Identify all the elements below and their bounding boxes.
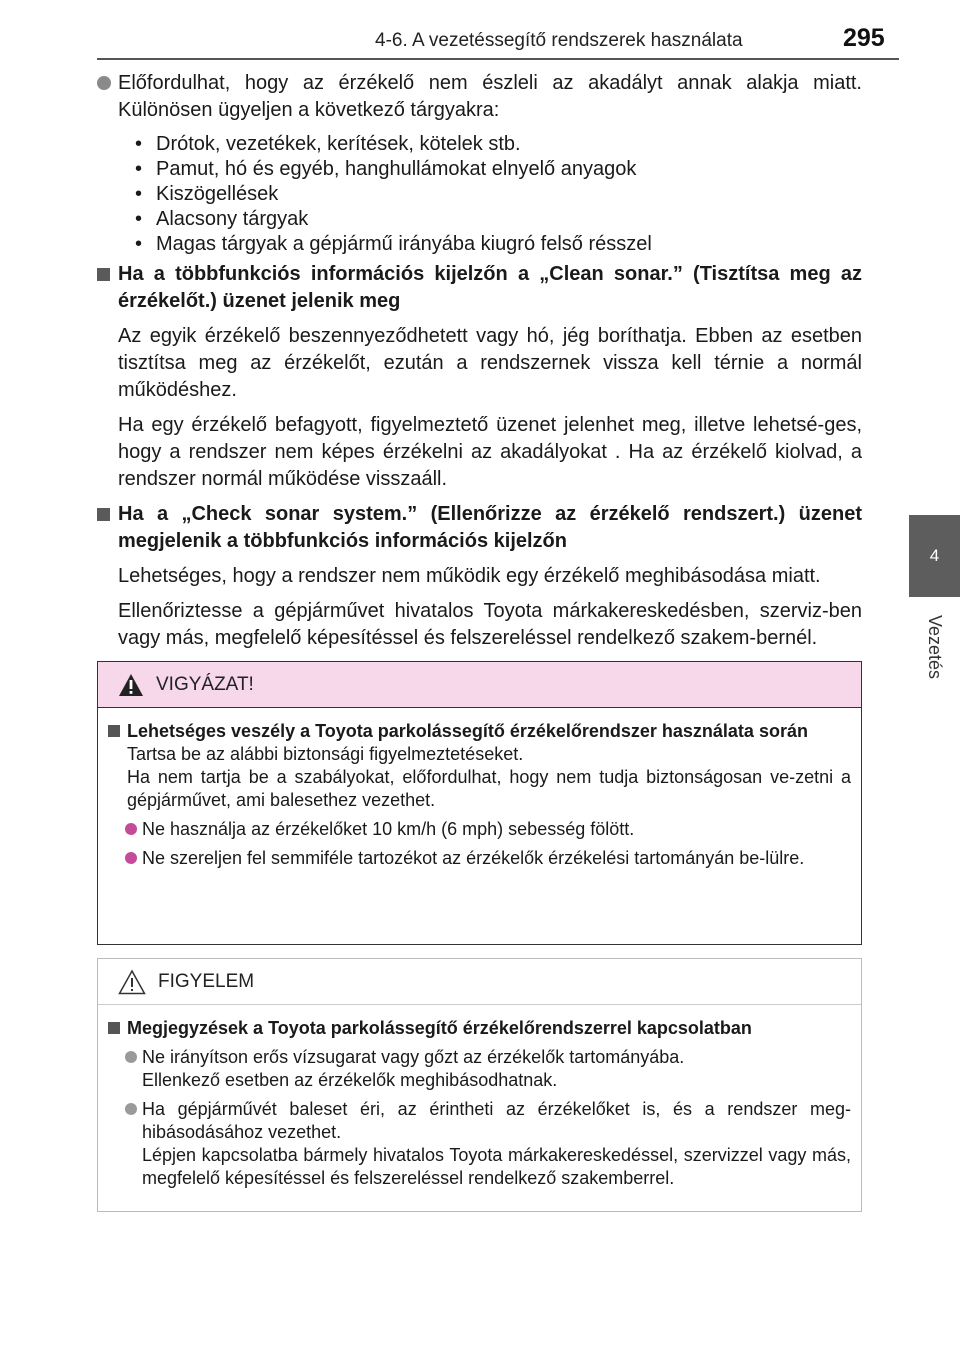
list-item: • Kiszögellések — [129, 182, 862, 207]
paragraph: Lehetséges, hogy a rendszer nem működik egy érzékelő meghibásodása miatt. — [118, 565, 821, 587]
notice-box — [97, 958, 862, 1212]
notice-bullet-text: Ellenkező esetben az érzékelők meghibásodhatnak. — [142, 1070, 558, 1090]
warning-outline-triangle-icon — [118, 969, 146, 995]
notice-section-heading — [108, 1017, 851, 1040]
list-item: • Pamut, hó és egyéb, hanghullámokat elnyelő anyagok — [129, 157, 862, 182]
notice-box-header — [98, 959, 861, 1005]
header-rule — [97, 58, 899, 60]
caution-section-heading-text: Lehetséges veszély a Toyota parkolássegítő érzékelőrendszer használata során — [127, 721, 808, 741]
caution-text: Tartsa be az alábbi biztonsági figyelmeztetéseket. — [127, 744, 524, 764]
caution-bullet — [108, 818, 851, 841]
list-item: • Magas tárgyak a gépjármű irányába kiugró felső résszel — [129, 232, 862, 257]
caution-box-title: VIGYÁZAT! — [156, 673, 254, 695]
chapter-tab[interactable] — [909, 515, 960, 597]
bullet-dot-icon — [97, 76, 111, 90]
notice-bullet-text: Ne irányítson erős vízsugarat vagy gőzt az érzékelők tartományába. — [142, 1047, 685, 1067]
chapter-side-label — [909, 607, 960, 687]
square-bullet-icon — [97, 508, 110, 521]
notice-box-body — [98, 1005, 861, 1190]
caution-bullet-text: Ne használja az érzékelőket 10 km/h (6 mph) sebesség fölött. — [142, 819, 635, 839]
paragraph: Ha egy érzékelő befagyott, figyelmeztető üzenet jelenhet meg, illetve lehetsé-ges, hogy a rendszer nem képes érzékelni az akadályokat . Ha az érzékelő kiolvad, a rendszer normál működése visszaáll. — [118, 414, 862, 490]
notice-bullet-text: Ha gépjárművét baleset éri, az érintheti az érzékelőket is, és a rendszer meg-hibásodásához vezethet. — [142, 1099, 851, 1142]
caution-section-heading — [108, 720, 851, 743]
square-bullet-icon — [97, 268, 110, 281]
bullet-dot-icon — [125, 823, 137, 835]
section-heading-text: Ha a „Check sonar system.” (Ellenőrizze az érzékelő rendszert.) üzenet megjelenik a többfunkciós információs kijelzőn — [118, 503, 862, 552]
main-content — [97, 66, 862, 652]
notice-bullet-text: Lépjen kapcsolatba bármely hivatalos Toyota márkakereskedéssel, szervizzel vagy más, megfelelő képesítéssel és felszereléssel rendelkező szakemberrel. — [142, 1145, 851, 1188]
bullet-dot-icon — [125, 852, 137, 864]
notice-box-title: FIGYELEM — [158, 970, 255, 992]
intro-bullet-text: Előfordulhat, hogy az érzékelő nem észleli az akadályt annak alakja miatt. Különösen ügyeljen a következő tárgyakra: — [118, 72, 862, 121]
page-number: 295 — [843, 24, 885, 52]
paragraph: Az egyik érzékelő beszennyeződhetett vagy hó, jég boríthatja. Ebben az esetben tisztítsa meg az érzékelőt, ezután a rendszernek vissza kell térnie a normál működéshez. — [118, 325, 862, 401]
caution-box-body — [98, 708, 861, 870]
caution-box — [97, 661, 862, 945]
caution-bullet — [108, 847, 851, 870]
paragraph: Ellenőriztesse a gépjárművet hivatalos Toyota márkakereskedésben, szerviz-ben vagy más, megfelelő képesítéssel és felszereléssel rendelkező szakem-bernél. — [118, 600, 862, 649]
section-heading-text: Ha a többfunkciós információs kijelzőn a „Clean sonar.” (Tisztítsa meg az érzékelőt.) üzenet jelenik meg — [118, 263, 862, 312]
caution-box-header — [98, 662, 861, 708]
notice-bullet — [108, 1046, 851, 1092]
square-bullet-icon — [108, 725, 120, 737]
warning-triangle-icon — [118, 673, 144, 697]
chapter-tab-number: 4 — [929, 546, 940, 565]
section-heading-clean-sonar — [97, 261, 862, 315]
object-list — [129, 132, 862, 257]
list-item: • Alacsony tárgyak — [129, 207, 862, 232]
list-item: • Drótok, vezetékek, kerítések, kötelek stb. — [129, 132, 862, 157]
chapter-title: 4-6. A vezetéssegítő rendszerek használata — [375, 30, 743, 51]
caution-bullet-text: Ne szereljen fel semmiféle tartozékot az érzékelők érzékelési tartományán be-lülre. — [142, 848, 805, 868]
notice-section-heading-text: Megjegyzések a Toyota parkolássegítő érzékelőrendszerrel kapcsolatban — [127, 1018, 752, 1038]
caution-text: Ha nem tartja be a szabályokat, előfordulhat, hogy nem tudja biztonságosan ve-zetni a gépjárművet, ami balesethez vezethet. — [127, 767, 851, 810]
section-heading-check-sonar — [97, 501, 862, 555]
chapter-side-label-text: Vezetés — [925, 614, 945, 680]
intro-bullet — [97, 70, 862, 124]
square-bullet-icon — [108, 1022, 120, 1034]
bullet-dot-icon — [125, 1103, 137, 1115]
bullet-dot-icon — [125, 1051, 137, 1063]
notice-bullet — [108, 1098, 851, 1190]
